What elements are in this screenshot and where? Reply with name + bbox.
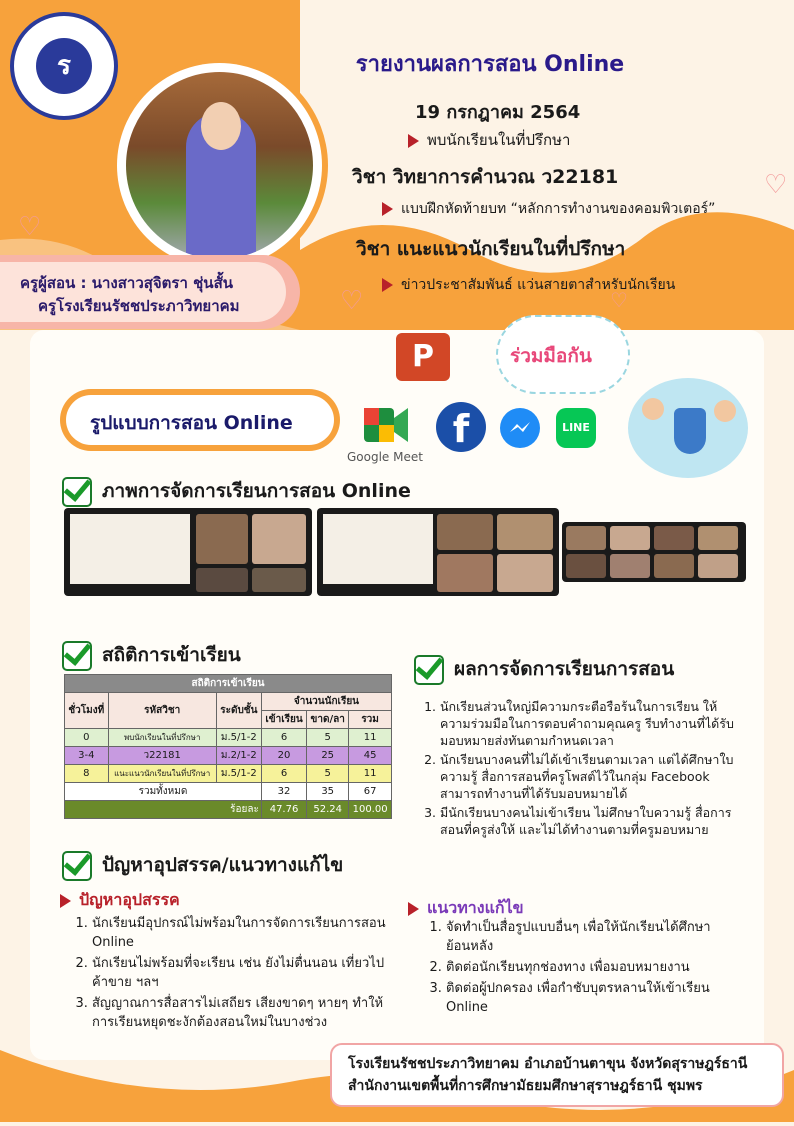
video-tile [566, 526, 606, 550]
footer-line-2: สำนักงานเขตพื้นที่การศึกษามัธยมศึกษาสุราษฎร์ธานี ชุมพร [348, 1078, 703, 1094]
cell: 11 [349, 765, 392, 783]
subject-guidance: วิชา แนะแนวนักเรียนในที่ปรึกษา [356, 238, 626, 260]
bullet-text: แบบฝึกหัดท้ายบท “หลักการทำงานของคอมพิวเตอร์” [401, 201, 716, 217]
format-title: รูปแบบการสอน Online [90, 412, 293, 434]
video-tile [437, 554, 493, 592]
cell: 35 [307, 783, 349, 801]
solutions-list-wrap [424, 918, 734, 1019]
teacher-face [201, 102, 241, 150]
bullet-text: พบนักเรียนในที่ปรึกษา [427, 131, 571, 149]
list-item: 2. ติดต่อนักเรียนทุกช่องทาง เพื่อมอบหมายงาน [446, 958, 734, 977]
google-meet-icon [362, 404, 410, 446]
subject-computing: วิชา วิทยาการคำนวณ ว22181 [352, 166, 619, 188]
screenshot-1 [64, 508, 312, 596]
video-tile [610, 554, 650, 578]
video-tile [252, 568, 306, 592]
cell: ม.5/1-2 [216, 765, 261, 783]
bullet-meet-students [408, 128, 570, 152]
heart-decoration: ♡ [610, 288, 628, 312]
heart-decoration: ♡ [340, 286, 364, 316]
screenshot-slide [323, 514, 433, 584]
check-icon [62, 851, 92, 881]
footer-box [330, 1043, 784, 1107]
stats-table [64, 674, 392, 819]
stats-table-caption: สถิติการเข้าเรียน [65, 675, 392, 693]
col-hour: ชั่วโมงที่ [65, 693, 109, 729]
check-icon [62, 477, 92, 507]
video-tile [497, 554, 553, 592]
col-absent: ขาด/ลา [307, 711, 349, 729]
line-icon: LINE [556, 408, 596, 448]
cell: 6 [261, 765, 306, 783]
results-list-wrap [418, 698, 738, 840]
school-seal: ร [36, 38, 92, 94]
section-images-heading [62, 476, 411, 507]
section-problems-heading [62, 850, 343, 881]
video-tile [654, 526, 694, 550]
video-tile [654, 554, 694, 578]
section-images-title: ภาพการจัดการเรียนการสอน Online [102, 480, 411, 502]
cloud-badge-text: ร่วมมือกัน [510, 345, 592, 367]
cell: 8 [65, 765, 109, 783]
cell: 5 [307, 729, 349, 747]
bullet-arrow-icon [60, 894, 71, 908]
cell: 3-4 [65, 747, 109, 765]
col-level: ระดับชั้น [216, 693, 261, 729]
list-item: 3. มีนักเรียนบางคนไม่เข้าเรียน ไม่ศึกษาใบความรู้ สื่อการสอนที่ครูส่งให้ และไม่ได้ทำงานตามที่ครูมอบหมาย [440, 804, 738, 838]
cell: 20 [261, 747, 306, 765]
list-item: 3. สัญญาณการสื่อสารไม่เสถียร เสียงขาดๆ หายๆ ทำให้การเรียนหยุดชะงักต้องสอนใหม่ในบางช่วง [92, 994, 400, 1032]
table-row-sum [65, 783, 392, 801]
section-stats-heading [62, 640, 241, 671]
cell: รวมทั้งหมด [65, 783, 262, 801]
teacher-name: ครูผู้สอน : นางสาวสุจิตรา ชุ่นสั้น [20, 274, 233, 292]
table-row [65, 765, 392, 783]
cell: 67 [349, 783, 392, 801]
problems-list [70, 914, 400, 1032]
screenshot-slide [70, 514, 190, 584]
bullet-arrow-icon [382, 278, 393, 292]
facebook-icon: f [436, 402, 486, 452]
teacher-box [0, 262, 286, 322]
solutions-list [424, 918, 734, 1017]
cell: พบนักเรียนในที่ปรึกษา [108, 729, 216, 747]
col-students: จำนวนนักเรียน [261, 693, 391, 711]
bullet-arrow-icon [408, 134, 419, 148]
video-tile [196, 514, 248, 564]
bullet-arrow-icon [382, 202, 393, 216]
solutions-title: แนวทางแก้ไข [427, 898, 524, 917]
format-pill [66, 395, 334, 445]
col-code: รหัสวิชา [108, 693, 216, 729]
family-illustration [628, 378, 748, 478]
list-item: 1. จัดทำเป็นสื่อรูปแบบอื่นๆ เพื่อให้นักเรียนได้ศึกษาย้อนหลัง [446, 918, 734, 956]
cell: 47.76 [261, 801, 306, 819]
section-results-title: ผลการจัดการเรียนการสอน [454, 658, 675, 680]
video-tile [566, 554, 606, 578]
problems-list-wrap [70, 914, 400, 1034]
cell: 25 [307, 747, 349, 765]
cloud-badge [496, 315, 630, 394]
teacher-school: ครูโรงเรียนรัชชประภาวิทยาคม [38, 297, 240, 315]
list-item: 1. นักเรียนมีอุปกรณ์ไม่พร้อมในการจัดการเรียนการสอน Online [92, 914, 400, 952]
list-item: 2. นักเรียนไม่พร้อมที่จะเรียน เช่น ยังไม่ตื่นนอน เที่ยวไปค้าขาย ฯลฯ [92, 954, 400, 992]
person-icon [714, 400, 736, 422]
school-logo [10, 12, 118, 120]
problems-title: ปัญหาอุปสรรค [79, 890, 180, 909]
table-row [65, 747, 392, 765]
person-icon [642, 398, 664, 420]
video-tile [252, 514, 306, 564]
video-tile [196, 568, 248, 592]
heart-decoration: ♡ [18, 212, 42, 242]
section-results-heading [414, 654, 674, 685]
bullet-news [382, 274, 675, 296]
bullet-exercise [382, 198, 715, 220]
cell: 5 [307, 765, 349, 783]
report-date: 19 กรกฎาคม 2564 [415, 102, 581, 123]
footer-line-1: โรงเรียนรัชชประภาวิทยาคม อำเภอบ้านตาขุน จังหวัดสุราษฎร์ธานี [348, 1056, 748, 1072]
heart-decoration: ♡ [764, 170, 788, 200]
shield-icon [674, 408, 706, 454]
video-tile [698, 554, 738, 578]
cell: 100.00 [349, 801, 392, 819]
cell: 11 [349, 729, 392, 747]
page-title: รายงานผลการสอน Online [355, 52, 625, 77]
google-meet-label: Google Meet [347, 450, 423, 464]
video-tile [698, 526, 738, 550]
cell: ม.2/1-2 [216, 747, 261, 765]
messenger-icon [500, 408, 540, 448]
cell: 6 [261, 729, 306, 747]
video-tile [610, 526, 650, 550]
bullet-text: ข่าวประชาสัมพันธ์ แว่นสายตาสำหรับนักเรียน [401, 277, 676, 293]
cell: แนะแนวนักเรียนในที่ปรึกษา [108, 765, 216, 783]
video-tile [437, 514, 493, 550]
table-row-pct [65, 801, 392, 819]
list-item: 1. นักเรียนส่วนใหญ่มีความกระตือรือร้นในการเรียน ให้ความร่วมมือในการตอบคำถามคุณครู รีบทำงานที่ได้รับมอบหมายส่งทันตามกำหนดเวลา [440, 698, 738, 749]
problems-heading [60, 888, 180, 913]
col-in: เข้าเรียน [261, 711, 306, 729]
stats-table-wrap [64, 674, 394, 819]
cell: ว22181 [108, 747, 216, 765]
cell: 0 [65, 729, 109, 747]
check-icon [414, 655, 444, 685]
cell: 32 [261, 783, 306, 801]
powerpoint-icon: P [396, 333, 450, 381]
list-item: 3. ติดต่อผู้ปกครอง เพื่อกำชับบุตรหลานให้เข้าเรียน Online [446, 979, 734, 1017]
col-total: รวม [349, 711, 392, 729]
section-stats-title: สถิติการเข้าเรียน [102, 644, 241, 666]
screenshot-3 [562, 522, 746, 582]
cell: 52.24 [307, 801, 349, 819]
cell: ร้อยละ [65, 801, 262, 819]
section-problems-title: ปัญหาอุปสรรค/แนวทางแก้ไข [102, 854, 344, 876]
screenshot-2 [317, 508, 559, 596]
results-list [418, 698, 738, 838]
check-icon [62, 641, 92, 671]
cell: ม.5/1-2 [216, 729, 261, 747]
teacher-photo [126, 72, 313, 259]
list-item: 2. นักเรียนบางคนที่ไม่ได้เข้าเรียนตามเวลา แต่ได้ศึกษาใบความรู้ สื่อการสอนที่ครูโพสต์ไว้ในกลุ่ม Facebook สามารถทำงานที่ได้รับมอบหมายได้ [440, 751, 738, 802]
cell: 45 [349, 747, 392, 765]
table-row [65, 729, 392, 747]
bullet-arrow-icon [408, 902, 419, 916]
video-tile [497, 514, 553, 550]
